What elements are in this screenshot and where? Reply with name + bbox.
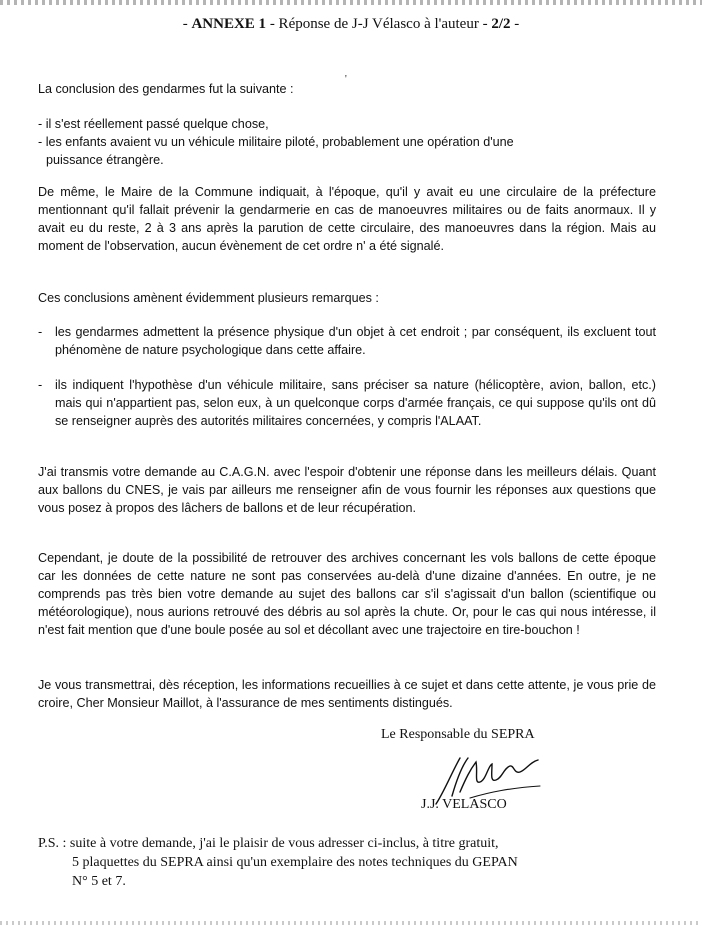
bullet-dash: - [38,325,43,339]
annex-label: ANNEXE 1 [191,16,267,32]
conclusion-item: - les enfants avaient vu un véhicule militaire piloté, probablement une opération d'une [38,135,514,149]
conclusion-item: - il s'est réellement passé quelque chose, [38,117,269,131]
closing-paragraph: Je vous transmettrai, dès réception, les informations recueillies à ce sujet et dans cette attente, je vous prie de croire, Cher Monsieur Maillot, à l'assurance de mes sentiments distingués. [38,678,656,710]
scan-edge-bottom [0,921,702,925]
remarks-intro: Ces conclusions amènent évidemment plusieurs remarques : [38,291,379,305]
signatory-name: J.J. VELASCO [421,797,507,812]
archives-paragraph: Cependant, je doute de la possibilité de retrouver des archives concernant les vols ballons de cette époque car les données de cette nature ne sont pas conservées au-delà d'une dizaine d'années. En outre, je ne comprends pas très bien votre demande au sujet des ballons car s'il s'agissait d'un ballon (scientifique ou météorologique), nous aurions retrouvé des débris au sol après la chute. Or, pour le cas qui nous intéresse, il n'est fait mention que d'une boule posée au sol et décollant avec une trajectoire en tire-bouchon ! [38,551,656,637]
scan-speck: ' [345,74,347,85]
intro-line: La conclusion des gendarmes fut la suivante : [38,82,294,96]
page-header: - ANNEXE 1 - Réponse de J-J Vélasco à l'auteur - 2/2 - [182,16,520,32]
scan-edge-top [0,0,702,5]
cagn-paragraph: J'ai transmis votre demande au C.A.G.N. avec l'espoir d'obtenir une réponse dans les meilleurs délais. Quant aux ballons du CNES, je vais par ailleurs me renseigner afin de vous fournir les réponses aux questions que vous posez à propos des lâchers de ballons et de leur récupération. [38,465,656,515]
signatory-title: Le Responsable du SEPRA [381,727,535,742]
mayor-paragraph: De même, le Maire de la Commune indiquait, à l'époque, qu'il y avait eu une circulaire de la préfecture mentionnant qu'il fallait prévenir la gendarmerie en cas de manoeuvres militaires ou de faits anormaux. Il y avait eu du reste, 2 à 3 ans après la parution de cette circulaire, des manoeuvres dans la région. Mais au moment de l'observation, aucun évènement de cet ordre n' a été signalé. [38,185,656,253]
ps-line: P.S. : suite à votre demande, j'ai le plaisir de vous adresser ci-inclus, à titre gratuit, [38,836,499,851]
ps-line: N° 5 et 7. [72,874,126,889]
bullet-dash: - [38,378,43,392]
conclusion-item-continued: puissance étrangère. [46,153,164,167]
document-page: - ANNEXE 1 - Réponse de J-J Vélasco à l'auteur - 2/2 - ' La conclusion des gendarmes fut la suivante : - il s'est réellement passé quelque chose, - les enfants avaient vu un véhicule militaire piloté, probablement une opération d'une puissance étrangère. De même, le Maire de la Commune indiquait, à l'époque, qu'il y avait eu une circulaire de la préfecture mentionnant qu'il fallait prévenir la gendarmerie en cas de manoeuvres militaires ou de faits anormaux. Il y avait eu du reste, 2 à 3 ans après la parution de cette circulaire, des manoeuvres dans la région. Mais au moment de l'observation, aucun évènement de cet ordre n' a été signalé. Ces conclusions amènent évidemment plusieurs remarques : - les gendarmes admettent la présence physique d'un objet à cet endroit ; par conséquent, ils excluent tout phénomène de nature psychologique dans cette affaire. - ils indiquent l'hypothèse d'un véhicule militaire, sans préciser sa nature (hélicoptère, avion, ballon, etc.) mais qui n'appartient pas, selon eux, à un quelconque corps d'armée français, ce qui suppose qu'ils ont dû se renseigner auprès des autorités militaires concernées, y compris l'ALAAT. J'ai transmis votre demande au C.A.G.N. avec l'espoir d'obtenir une réponse dans les meilleurs délais. Quant aux ballons du CNES, je vais par ailleurs me renseigner afin de vous fournir les réponses aux questions que vous posez à propos des lâchers de ballons et de leur récupération. Cependant, je doute de la possibilité de retrouver des archives concernant les vols ballons de cette époque car les données de cette nature ne sont pas conservées au-delà d'une dizaine d'années. En outre, je ne comprends pas très bien votre demande au sujet des ballons car s'il s'agissait d'un ballon (scientifique ou météorologique), nous aurions retrouvé des débris au sol après la chute. Or, pour le cas qui nous intéresse, il n'est fait mention que d'une boule posée au sol et décollant avec une trajectoire en tire-bouchon ! Je vous transmettrai, dès réception, les informations recueillies à ce sujet et dans cette attente, je vous prie de croire, Cher Monsieur Maillot, à l'assurance de mes sentiments distingués. Le Responsable du SEPRA J.J. VELASCO P.S. : suite à votre demande, j'ai le plaisir de vous adresser ci-inclus, à titre gratuit, 5 plaquettes du SEPRA ainsi qu'un exemplaire des notes techniques du GEPAN N° 5 et 7. [0,0,702,928]
ps-line: 5 plaquettes du SEPRA ainsi qu'un exemplaire des notes techniques du GEPAN [72,855,518,870]
page-counter: 2/2 [491,16,511,32]
postscript [38,834,518,891]
